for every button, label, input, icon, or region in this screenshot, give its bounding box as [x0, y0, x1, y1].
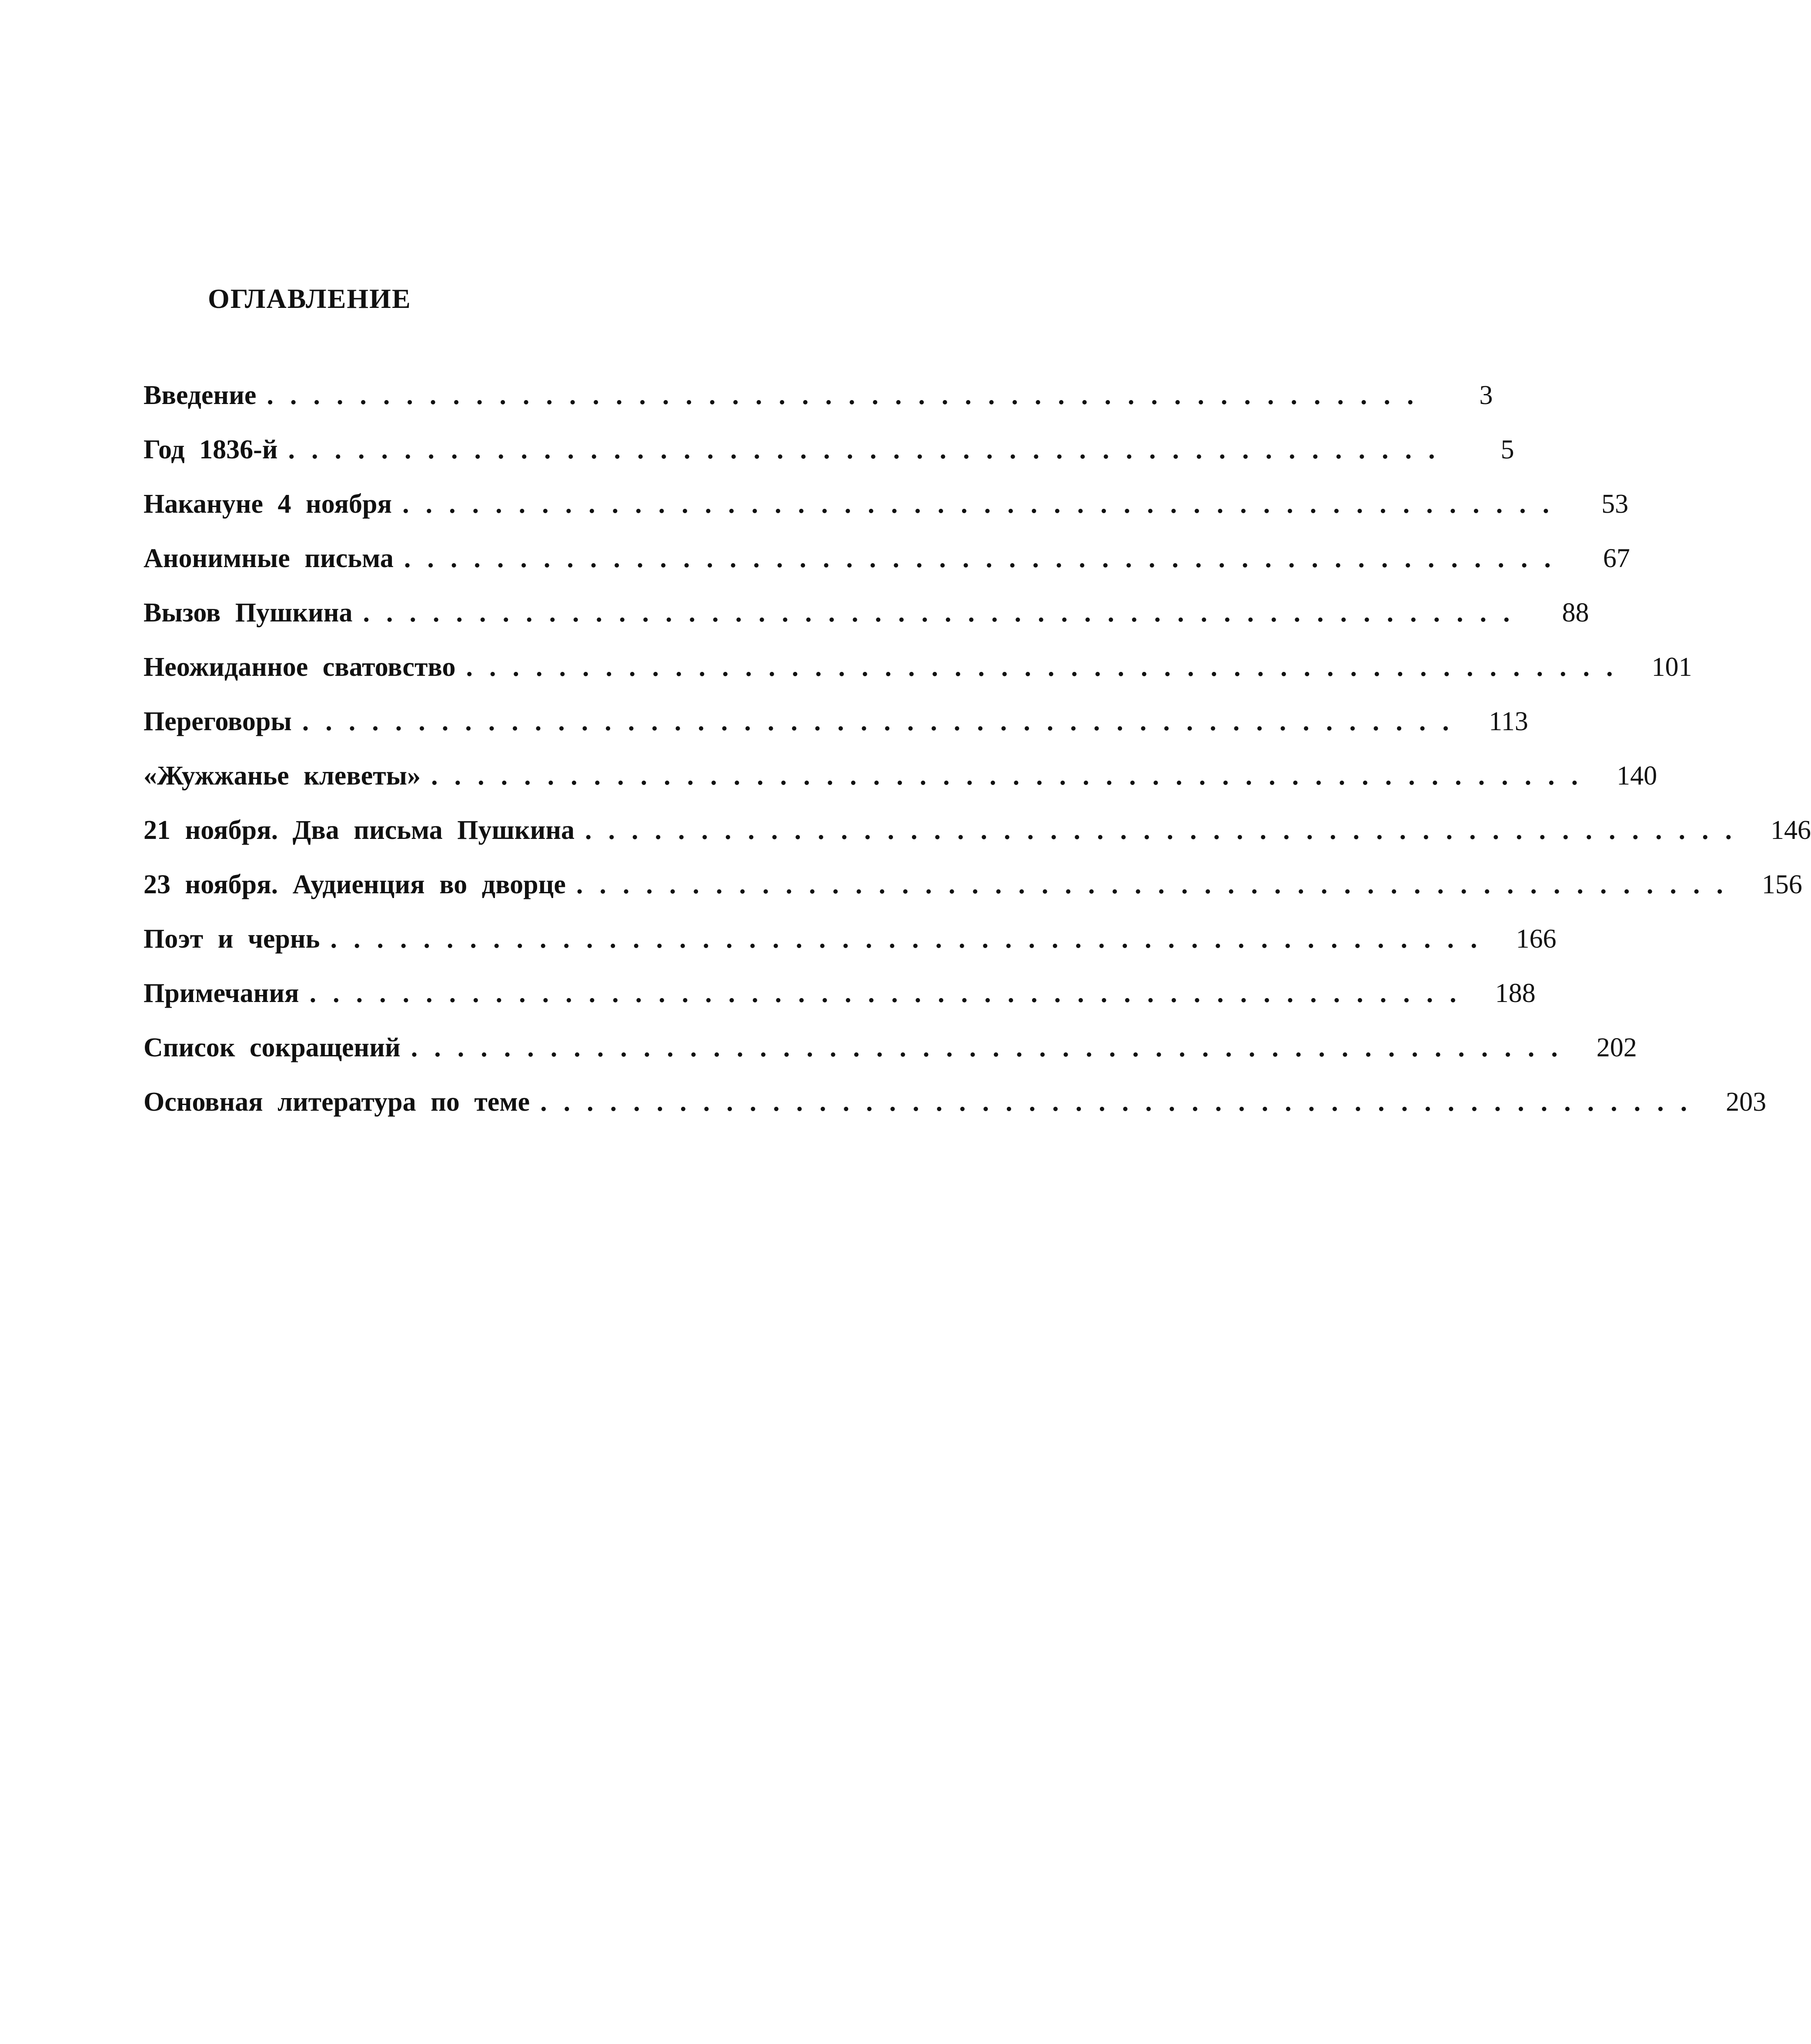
- toc-entry-label: Список сокращений: [144, 1033, 401, 1062]
- toc-entry-page: 146: [1771, 815, 1811, 845]
- dot-leader: ..................................................: [540, 1087, 1704, 1117]
- dot-leader: ..................................................: [309, 979, 1473, 1008]
- toc-entry-label: Вызов Пушкина: [144, 598, 353, 628]
- toc-entry: [144, 435, 1514, 491]
- toc-entry: [144, 870, 1802, 925]
- toc-entry-page: 88: [1562, 598, 1589, 628]
- toc-entry-label: Неожиданное сватовство: [144, 652, 456, 682]
- toc-entry: [144, 544, 1630, 599]
- dot-leader: ..................................................: [404, 544, 1567, 573]
- toc-entry-label: Примечания: [144, 979, 299, 1008]
- toc-list: [144, 381, 1811, 1143]
- toc-entry-label: Накануне 4 ноября: [144, 489, 392, 519]
- toc-entry-page: 101: [1651, 652, 1692, 682]
- dot-leader: ..................................................: [402, 489, 1566, 519]
- dot-leader: ..................................................: [466, 652, 1630, 682]
- toc-entry: [144, 381, 1493, 436]
- toc-entry-label: Анонимные письма: [144, 544, 394, 573]
- toc-entry: [144, 1087, 1767, 1143]
- toc-entry: [144, 979, 1536, 1034]
- toc-entry-label: Основная литература по теме: [144, 1087, 530, 1117]
- dot-leader: ..................................................: [330, 924, 1494, 954]
- toc-entry-label: Переговоры: [144, 707, 292, 736]
- toc-entry-page: 5: [1500, 435, 1514, 464]
- dot-leader: ..................................................: [576, 870, 1740, 899]
- toc-entry-label: Введение: [144, 381, 257, 410]
- dot-leader: ..................................................: [267, 381, 1430, 410]
- toc-entry: [144, 1033, 1637, 1089]
- dot-leader: ..................................................: [302, 707, 1466, 736]
- toc-entry: [144, 924, 1557, 980]
- toc-entry: [144, 815, 1811, 871]
- toc-entry: [144, 761, 1657, 817]
- toc-entry-label: 23 ноября. Аудиенция во дворце: [144, 870, 566, 899]
- dot-leader: ..................................................: [431, 761, 1595, 791]
- toc-entry-page: 203: [1726, 1087, 1767, 1117]
- toc-entry-page: 188: [1495, 979, 1536, 1008]
- toc-entry-page: 140: [1617, 761, 1657, 791]
- toc-entry-label: Поэт и чернь: [144, 924, 320, 954]
- toc-entry-label: «Жужжанье клеветы»: [144, 761, 421, 791]
- toc-entry-page: 156: [1761, 870, 1802, 899]
- toc-entry: [144, 489, 1629, 545]
- toc-entry: [144, 707, 1528, 762]
- dot-leader: ..................................................: [363, 598, 1527, 628]
- dot-leader: ..................................................: [411, 1033, 1574, 1062]
- toc-entry: [144, 598, 1589, 654]
- toc-entry-page: 3: [1479, 381, 1493, 410]
- toc-entry-label: 21 ноября. Два письма Пушкина: [144, 815, 575, 845]
- dot-leader: ..................................................: [585, 815, 1749, 845]
- toc-entry-page: 113: [1489, 707, 1528, 736]
- toc-entry: [144, 652, 1692, 708]
- toc-entry-page: 53: [1601, 489, 1629, 519]
- toc-entry-page: 202: [1596, 1033, 1637, 1062]
- toc-title: ОГЛАВЛЕНИЕ: [208, 283, 411, 314]
- toc-entry-page: 166: [1516, 924, 1557, 954]
- toc-entry-page: 67: [1603, 544, 1630, 573]
- toc-entry-label: Год 1836-й: [144, 435, 278, 464]
- dot-leader: ..................................................: [288, 435, 1452, 464]
